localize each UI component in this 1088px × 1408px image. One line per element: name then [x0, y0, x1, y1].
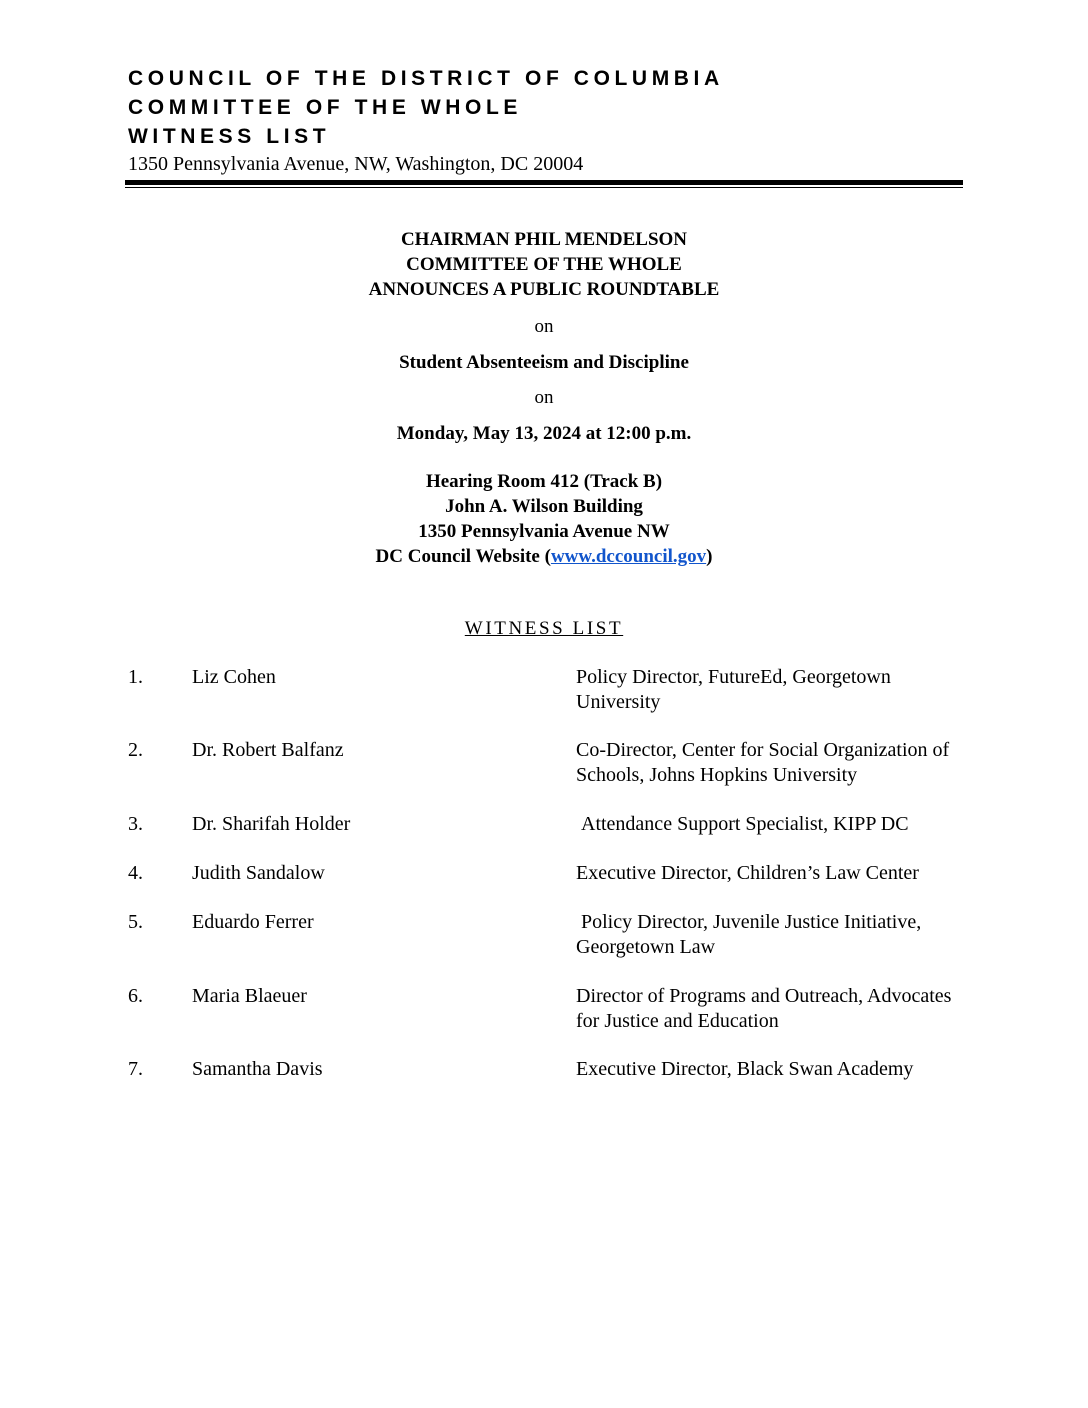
witness-name: Judith Sandalow	[192, 862, 325, 884]
witness-title: Co-Director, Center for Social Organization of Schools, Johns Hopkins University	[576, 739, 950, 786]
letterhead-address: 1350 Pennsylvania Avenue, NW, Washington, DC 20004	[128, 153, 584, 175]
announces-line: ANNOUNCES A PUBLIC ROUNDTABLE	[368, 279, 720, 300]
witness-title: Policy Director, FutureEd, Georgetown University	[576, 666, 891, 713]
building-name: John A. Wilson Building	[445, 496, 643, 517]
witness-name: Eduardo Ferrer	[192, 911, 314, 933]
witness-name: Samantha Davis	[192, 1058, 323, 1080]
witness-number: 7.	[128, 1058, 143, 1080]
website-line	[128, 544, 960, 569]
letterhead-witness-list: WITNESS LIST	[128, 125, 331, 148]
witness-title: Executive Director, Black Swan Academy	[576, 1058, 914, 1080]
website-suffix: )	[706, 546, 713, 567]
witness-number: 6.	[128, 985, 143, 1007]
letterhead	[128, 64, 968, 177]
letterhead-council: COUNCIL OF THE DISTRICT OF COLUMBIA	[128, 67, 724, 90]
on-text-1: on	[534, 316, 554, 337]
witness-list-heading: WITNESS LIST	[464, 618, 624, 639]
committee-line: COMMITTEE OF THE WHOLE	[406, 254, 682, 275]
witness-number: 1.	[128, 666, 143, 688]
on-text-2: on	[534, 387, 554, 408]
witness-name: Maria Blaeuer	[192, 985, 307, 1007]
witness-number: 2.	[128, 739, 143, 761]
witness-title: Policy Director, Juvenile Justice Initiative, Georgetown Law	[576, 911, 922, 958]
announcement-header	[128, 227, 960, 302]
witness-title: Attendance Support Specialist, KIPP DC	[581, 813, 909, 835]
witness-number: 5.	[128, 911, 143, 933]
witness-name: Dr. Robert Balfanz	[192, 739, 344, 761]
header-rule-thin	[125, 187, 963, 188]
hearing-room: Hearing Room 412 (Track B)	[425, 471, 663, 492]
witness-name: Dr. Sharifah Holder	[192, 813, 351, 835]
witness-title: Executive Director, Children’s Law Center	[576, 862, 919, 884]
witness-number: 4.	[128, 862, 143, 884]
chairman-line: CHAIRMAN PHIL MENDELSON	[400, 229, 688, 250]
website-link[interactable]: www.dccouncil.gov	[550, 546, 707, 567]
website-prefix: DC Council Website (	[375, 546, 551, 567]
header-rule-thick	[125, 180, 963, 185]
roundtable-topic: Student Absenteeism and Discipline	[399, 352, 689, 373]
witness-number: 3.	[128, 813, 143, 835]
witness-title: Director of Programs and Outreach, Advocates for Justice and Education	[576, 985, 952, 1032]
hearing-datetime: Monday, May 13, 2024 at 12:00 p.m.	[396, 423, 692, 444]
street-address: 1350 Pennsylvania Avenue NW	[418, 521, 670, 542]
witness-name: Liz Cohen	[192, 666, 276, 688]
location-block	[128, 469, 960, 569]
letterhead-committee: COMMITTEE OF THE WHOLE	[128, 96, 523, 119]
